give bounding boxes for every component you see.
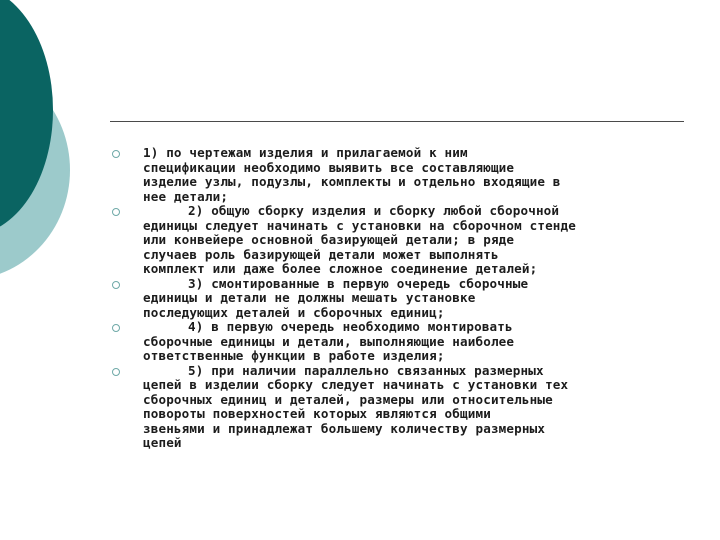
item-5-line-6: цепей [143, 435, 182, 450]
item-1-line-3: изделие узлы, подузлы, комплекты и отдельно входящие в [143, 174, 561, 189]
item-5-line-5: звеньями и принадлежат большему количеству размерных [143, 420, 546, 436]
item-3-line-1: 3) смонтированные в первую очередь сборочные [188, 275, 529, 291]
item-1-line-1: 1) по чертежам изделия и прилагаемой к ним [143, 145, 468, 160]
item-2-line-2: единицы следует начинать с установки на сборочном стенде [143, 217, 576, 233]
item-3-line-2: единицы и детали не должны мешать установке [143, 290, 476, 305]
item-1-line-2: спецификации необходимо выявить все составляющие [143, 159, 515, 175]
item-5-line-2: цепей в изделии сборку следует начинать с установки тех [143, 377, 569, 392]
item-2-line-5: комплект или даже более сложное соединение деталей; [143, 261, 538, 276]
list-item-3 [112, 277, 672, 321]
list-item-1 [112, 146, 672, 204]
list-item-2 [112, 204, 672, 277]
circle-bullet-icon [112, 324, 120, 332]
item-4-line-2: сборочные единицы и детали, выполняющие наиболее [143, 333, 515, 349]
item-4-line-3: ответственные функции в работе изделия; [143, 348, 445, 363]
list-item-5 [112, 364, 672, 451]
item-5-line-4: повороты поверхностей которых являются общими [143, 406, 491, 421]
item-2-line-4: случаев роль базирующей детали может выполнять [143, 246, 499, 262]
slide-content-list [112, 146, 672, 451]
item-1-line-4: нее детали; [143, 188, 229, 204]
item-2-line-3: или конвейере основной базирующей детали; в ряде [143, 232, 515, 247]
item-4-line-1: 4) в первую очередь необходимо монтировать [188, 319, 513, 334]
item-2-line-1: 2) общую сборку изделия и сборку любой сборочной [188, 203, 560, 218]
circle-bullet-icon [112, 281, 120, 289]
circle-bullet-icon [112, 150, 120, 158]
circle-bullet-icon [112, 368, 120, 376]
item-5-line-1: 5) при наличии параллельно связанных размерных [188, 362, 544, 378]
list-item-4 [112, 320, 672, 364]
horizontal-divider [110, 121, 684, 122]
circle-bullet-icon [112, 208, 120, 216]
item-5-line-3: сборочных единиц и деталей, размеры или относительные [143, 391, 553, 407]
item-3-line-3: последующих деталей и сборочных единиц; [143, 304, 445, 320]
